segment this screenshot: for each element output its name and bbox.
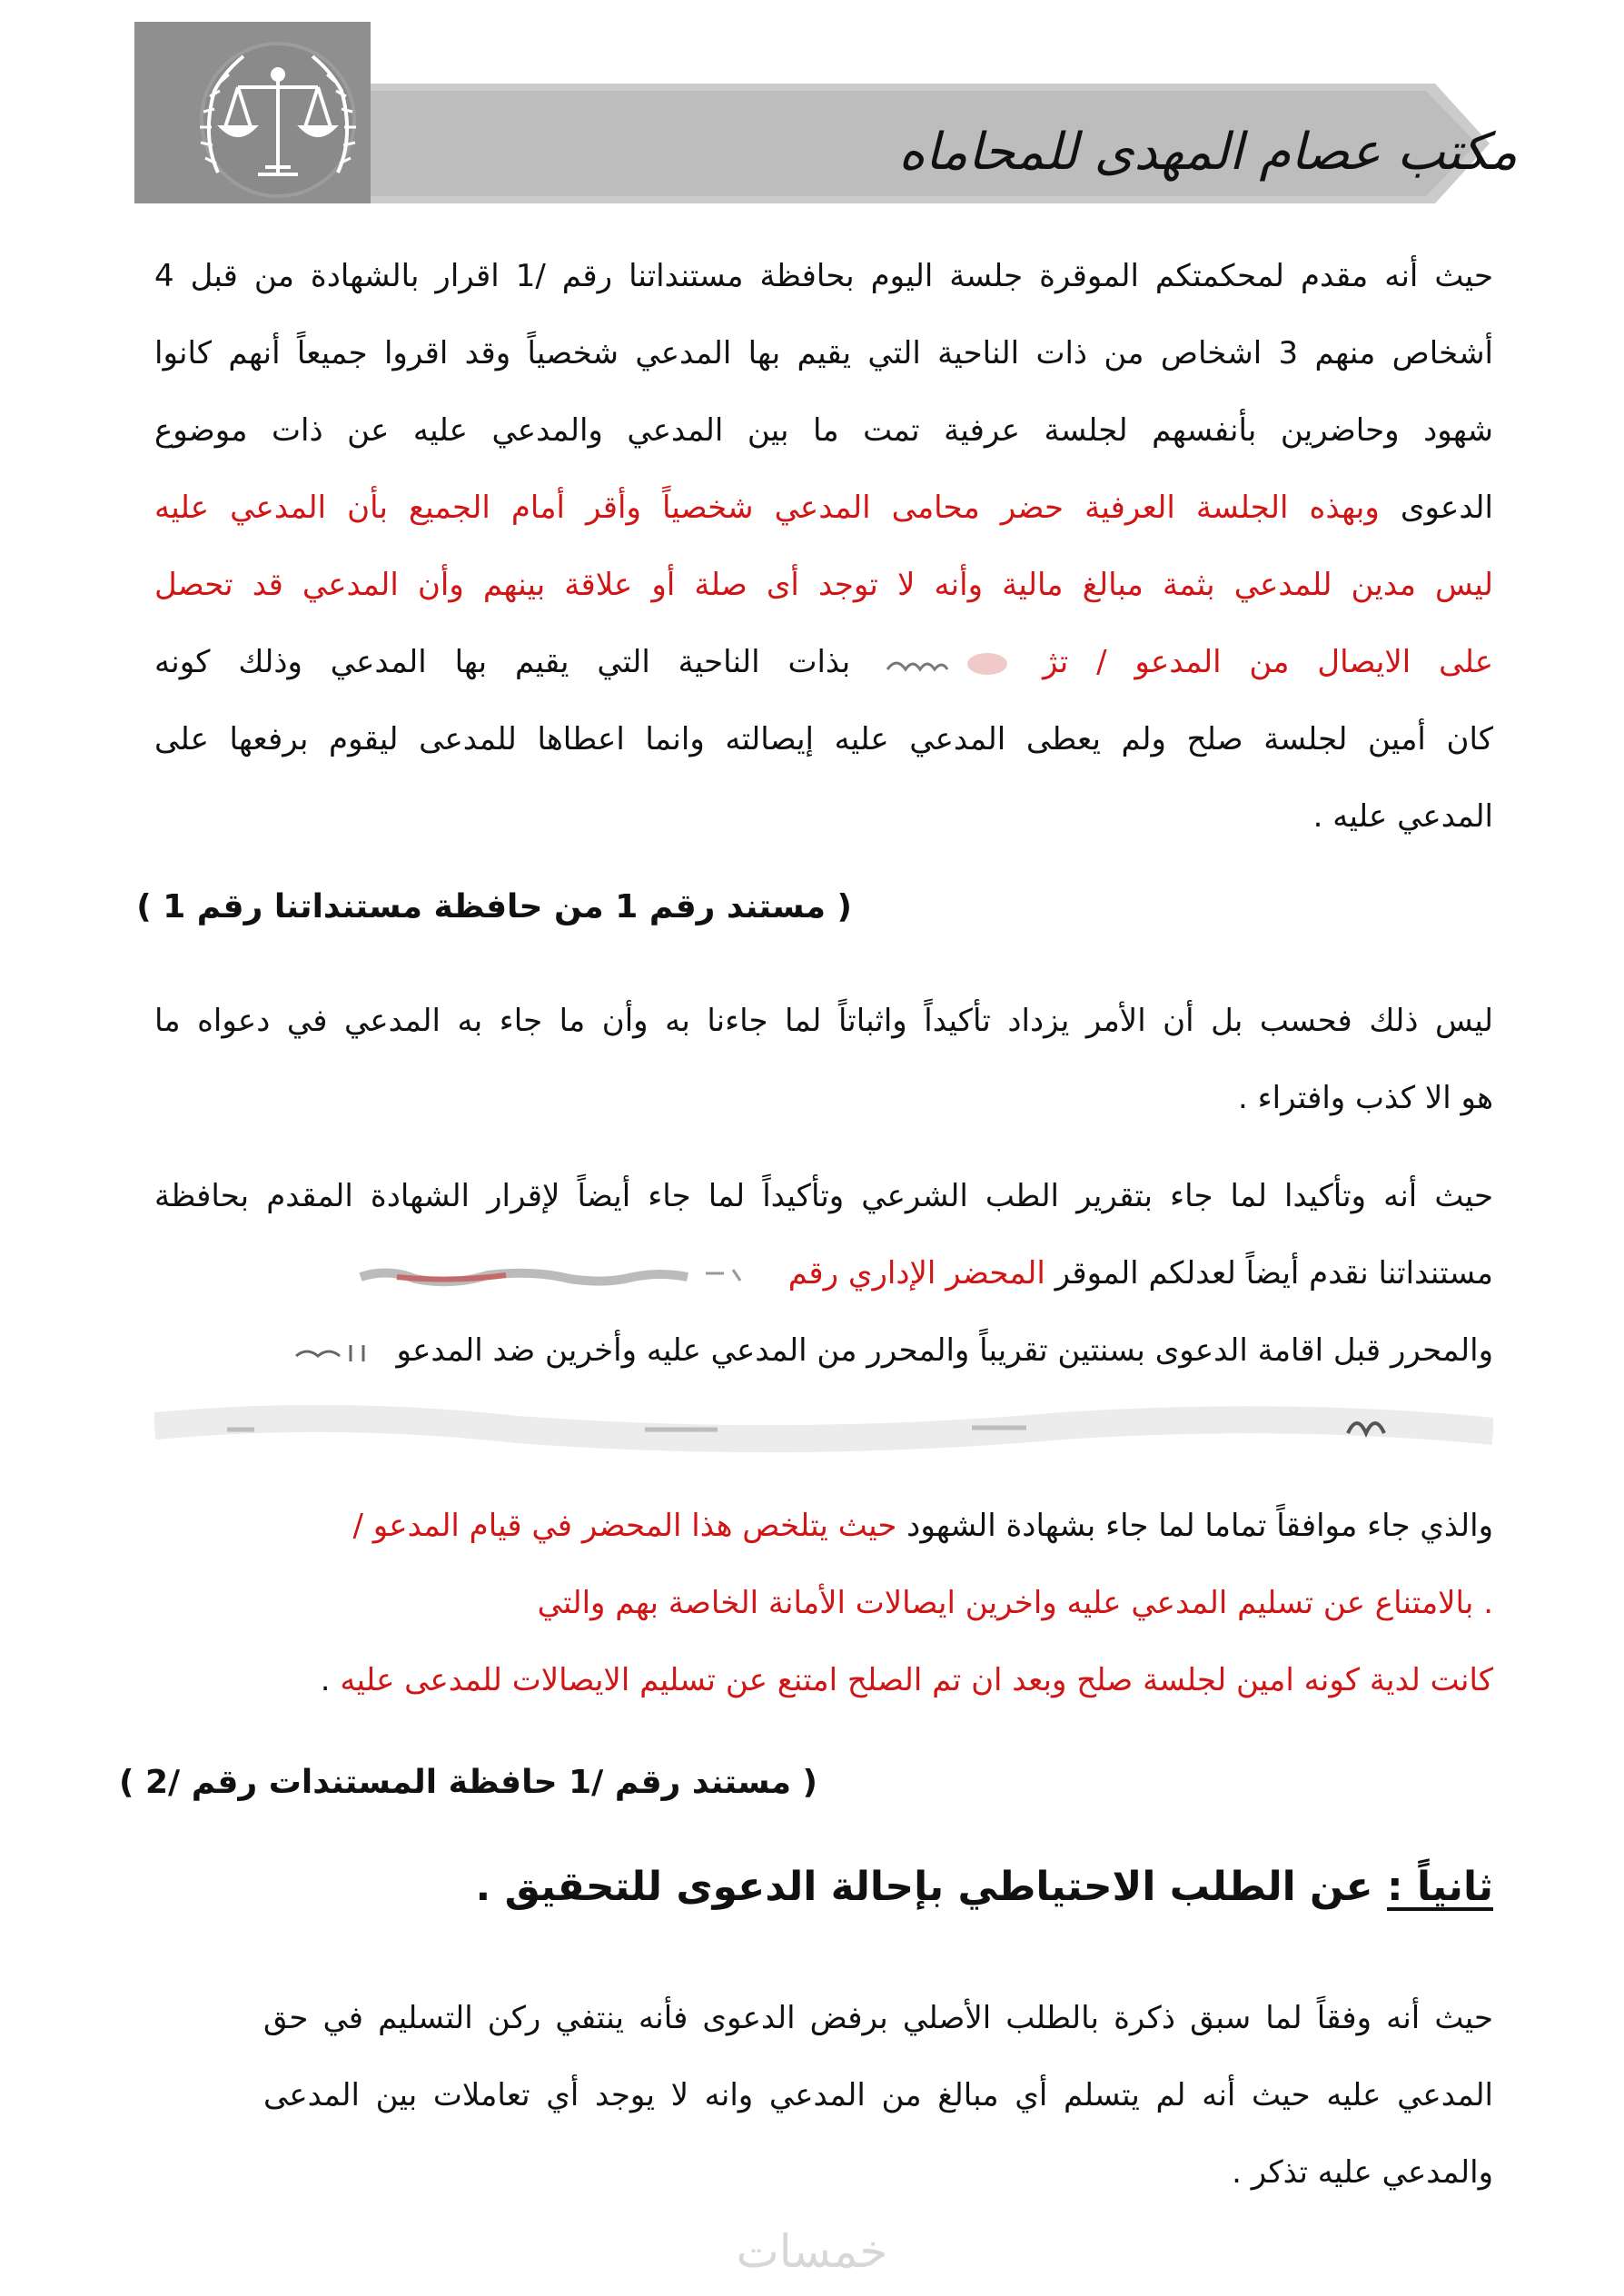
paragraph-4-line-2-highlight: . بالامتناع عن تسليم المدعي عليه واخرين ايصالات الأمانة الخاصة بهم والتي — [537, 1585, 1493, 1621]
paragraph-1-line-4-highlight: وبهذه الجلسة العرفية حضر محامى المدعي شخصياً وأقر أمام الجميع بأن المدعي عليه — [154, 490, 1380, 526]
paragraph-2-line-2: هو الا كذب وافتراء . — [1238, 1080, 1493, 1116]
paragraph-1-line-1: حيث أنه مقدم لمحكمتكم الموقرة جلسة اليوم بحافظة مستنداتنا رقم /1 اقرار بالشهادة من قبل 4 — [154, 258, 1494, 294]
redacted-report-number-smudge — [342, 1257, 778, 1293]
paragraph-5-line-1: حيث أنه وفقاً لما سبق ذكرة بالطلب الأصلي برفض الدعوى فأنه ينتفي ركن التسليم في حق — [263, 2000, 1493, 2036]
paragraph-3-line-3-text: والمحرر قبل اقامة الدعوى بسنتين تقريباً والمحرر من المدعي عليه وأخرين ضد المدعو — [396, 1332, 1493, 1369]
paragraph-3-line-3 — [154, 1312, 1493, 1390]
paragraph-1-line-6-text: بذات الناحية التي يقيم بها المدعي وذلك كونه — [154, 644, 851, 680]
paragraph-3-line-2-text: مستنداتنا نقدم أيضاً لعدلكم الموقر — [1055, 1255, 1493, 1292]
paragraph-2 — [154, 983, 1493, 1137]
redacted-name-smudge — [878, 646, 1015, 682]
scales-of-justice-laurel-icon — [200, 44, 356, 196]
paragraph-4-line-1-highlight: حيث يتلخص هذا المحضر في قيام المدعو / — [352, 1508, 897, 1544]
paragraph-4-line-3 — [154, 1642, 1493, 1719]
watermark: خمسات — [736, 2225, 888, 2278]
paragraph-3-line-2 — [154, 1235, 1493, 1312]
paragraph-5 — [154, 1980, 1493, 2212]
paragraph-1-line-6-highlight: على الايصال من المدعو / تژ — [1042, 644, 1493, 680]
header-banner — [0, 0, 1624, 218]
paragraph-4-line-1 — [154, 1488, 1493, 1565]
paragraph-3-redacted-line — [154, 1390, 1493, 1467]
paragraph-5-line-2: المدعي عليه حيث أنه لم يتسلم أي مبالغ من المدعي وانه لا يوجد أي تعاملات بين المدعى — [263, 2077, 1493, 2113]
section-2-title — [476, 1864, 1493, 1910]
paragraph-4 — [154, 1488, 1493, 1719]
paragraph-1-line-3: شهود وحاضرين بأنفسهم لجلسة عرفية تمت ما بين المدعي والمدعي عليه عن ذات موضوع — [154, 412, 1493, 449]
paragraph-2-line-1: ليس ذلك فحسب بل أن الأمر يزداد تأكيداً واثباتاً لما جاءنا به وأن ما جاء به المدعي في دعواه ما — [154, 1003, 1493, 1039]
section-2-number: ثانياً : — [1387, 1864, 1493, 1910]
paragraph-1-line-8: المدعي عليه . — [1312, 798, 1493, 835]
paragraph-5-line-3: والمدعي عليه تذكر . — [1232, 2154, 1493, 2191]
paragraph-1-line-4-text: الدعوى — [1400, 490, 1493, 526]
paragraph-4-line-3-highlight: كانت لدية كونه امين لجلسة صلح وبعد ان تم الصلح امتنع عن تسليم الايصالات للمدعى عليه — [340, 1662, 1493, 1698]
office-name: مكتب عصام المهدى للمحاماه — [898, 123, 1518, 182]
paragraph-4-line-2 — [154, 1565, 1493, 1642]
section-2-title-text: عن الطلب الاحتياطي بإحالة الدعوى للتحقيق . — [475, 1864, 1373, 1910]
paragraph-3-line-1: حيث أنه وتأكيدا لما جاء بتقرير الطب الشرعي وتأكيداً لما جاء أيضاً لإقرار الشهادة المقدم بحافظة — [154, 1178, 1493, 1214]
paragraph-1-line-5: ليس مدين للمدعي بثمة مبالغ مالية وأنه لا توجد أى صلة أو علاقة بينهم وأن المدعي قد تحصل — [154, 567, 1493, 603]
paragraph-4-line-3-end: . — [320, 1662, 331, 1698]
paragraph-1-line-6 — [154, 624, 1493, 701]
redacted-name-smudge-2 — [287, 1334, 387, 1371]
document-reference-heading-1: ( مستند رقم 1 من حافظة مستنداتنا رقم 1 ) — [136, 888, 852, 925]
paragraph-1-line-4 — [154, 470, 1493, 547]
paragraph-3 — [154, 1158, 1493, 1467]
paragraph-1 — [154, 238, 1493, 856]
document-reference-heading-2: ( مستند رقم /1 حافظة المستندات رقم /2 ) — [118, 1764, 817, 1801]
paragraph-3-line-2-highlight: المحضر الإداري رقم — [787, 1255, 1045, 1292]
redacted-line-smudge — [154, 1390, 1493, 1467]
paragraph-1-line-7: كان أمين لجلسة صلح ولم يعطى المدعي عليه إيصالته وانما اعطاها للمدعى ليقوم برفعها على — [154, 721, 1493, 757]
paragraph-1-line-2: أشخاص منهم 3 اشخاص من ذات الناحية التي يقيم بها المدعي شخصياً وقد اقروا جميعاً أنهم كانوا — [154, 335, 1494, 371]
paragraph-4-line-1-text: والذي جاء موافقاً تماما لما جاء بشهادة الشهود — [906, 1508, 1493, 1544]
